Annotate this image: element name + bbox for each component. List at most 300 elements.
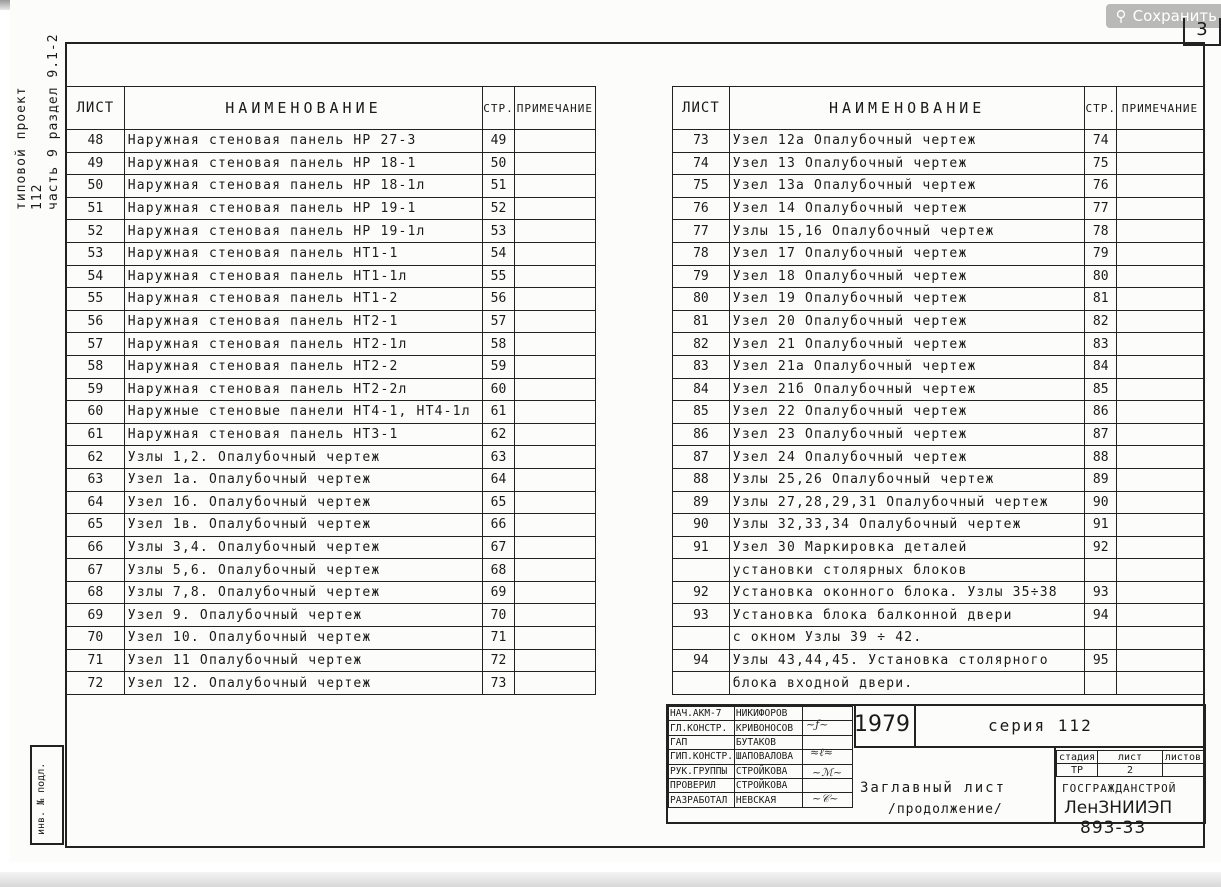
page-number-cell: 49 [483, 130, 515, 153]
sheet-number: 71 [67, 649, 125, 672]
page-number-cell: 66 [483, 514, 515, 537]
note-cell [514, 197, 595, 220]
item-name: Узел 1а. Опалубочный чертеж [124, 468, 483, 491]
table-row [673, 514, 1204, 537]
item-name: Узлы 1,2. Опалубочный чертеж [124, 446, 483, 469]
sheet-number: 69 [67, 604, 125, 627]
page-number-cell: 84 [1085, 355, 1117, 378]
item-name: Узлы 5,6. Опалубочный чертеж [124, 559, 483, 582]
page-number-cell: 61 [483, 401, 515, 424]
table-row [673, 378, 1204, 401]
sheet-number: 61 [67, 423, 125, 446]
table-row [67, 130, 596, 153]
note-cell [514, 175, 595, 198]
sheet-number: 63 [67, 468, 125, 491]
table-row [67, 491, 596, 514]
item-name: Узел 13а Опалубочный чертеж [729, 175, 1085, 198]
person-name: НЕВСКАЯ [734, 793, 802, 807]
sheet-list-right [672, 86, 1204, 695]
sheet-number: 88 [673, 468, 730, 491]
role: РАЗРАБОТАЛ [669, 793, 735, 807]
table-row [67, 604, 596, 627]
note-cell [1116, 355, 1203, 378]
note-cell [514, 446, 595, 469]
item-name: Узлы 3,4. Опалубочный чертеж [124, 536, 483, 559]
person-name: КРИВОНОСОВ [734, 721, 802, 735]
page-number-cell: 69 [483, 581, 515, 604]
page-number-cell: 74 [1085, 130, 1117, 153]
page-number-cell: 77 [1085, 197, 1117, 220]
note-cell [514, 288, 595, 311]
table-row [673, 288, 1204, 311]
item-name: Узел 10. Опалубочный чертеж [124, 627, 483, 650]
sheet-number: 53 [67, 242, 125, 265]
note-cell [514, 333, 595, 356]
note-cell [514, 468, 595, 491]
table-row [673, 581, 1204, 604]
sheet-number: 93 [673, 604, 730, 627]
table-row [673, 220, 1204, 243]
page-number-cell: 79 [1085, 242, 1117, 265]
sheet-number: 81 [673, 310, 730, 333]
person-name: НИКИФОРОВ [734, 707, 802, 721]
item-name: Узел 20 Опалубочный чертеж [729, 310, 1085, 333]
page-number-cell: 57 [483, 310, 515, 333]
side-line-2: 112 [30, 183, 45, 210]
item-name: Узел 17 Опалубочный чертеж [729, 242, 1085, 265]
note-cell [1116, 378, 1203, 401]
page-number-cell: 88 [1085, 446, 1117, 469]
table-row [67, 355, 596, 378]
table-row [67, 649, 596, 672]
note-cell [1116, 491, 1203, 514]
note-cell [514, 649, 595, 672]
page-number-cell: 82 [1085, 310, 1117, 333]
table-row [67, 536, 596, 559]
sheet-number: 57 [67, 333, 125, 356]
table-row [67, 446, 596, 469]
page-number-cell: 80 [1085, 265, 1117, 288]
bottom-scan-edge [0, 872, 1221, 887]
note-cell [514, 604, 595, 627]
table-row [673, 672, 1204, 695]
page-number-cell [1085, 627, 1117, 650]
item-name: Наружная стеновая панель НТ3-1 [124, 423, 483, 446]
note-cell [1116, 581, 1203, 604]
item-name: Наружная стеновая панель НР 18-1л [124, 175, 483, 198]
note-cell [1116, 401, 1203, 424]
note-cell [514, 152, 595, 175]
signature-mark: ≈ℓ≈ [810, 746, 834, 759]
item-name: Узел 19 Опалубочный чертеж [729, 288, 1085, 311]
table-row [673, 446, 1204, 469]
table-row [67, 627, 596, 650]
table-row [673, 355, 1204, 378]
table-row [67, 401, 596, 424]
item-name: Наружная стеновая панель НТ2-2л [124, 378, 483, 401]
side-line-1: типовой проект [14, 86, 29, 210]
page-number-cell: 65 [483, 491, 515, 514]
sheet-number: 62 [67, 446, 125, 469]
table-row [67, 672, 596, 695]
role: ГИП.КОНСТР. [670, 751, 733, 763]
signature-mark: ~ƒ~ [806, 718, 829, 731]
table-row [67, 559, 596, 582]
table-row [67, 468, 596, 491]
sheet-number [673, 672, 730, 695]
sheet-number: 90 [673, 514, 730, 537]
note-cell [514, 310, 595, 333]
page-number-cell: 83 [1085, 333, 1117, 356]
sheet-number: 84 [673, 378, 730, 401]
sheet-number: 56 [67, 310, 125, 333]
note-cell [514, 536, 595, 559]
page-number-cell: 54 [483, 242, 515, 265]
sheet-number: 78 [673, 242, 730, 265]
stage-header: стадия [1057, 751, 1098, 764]
note-cell [514, 514, 595, 537]
divider [914, 706, 916, 746]
page-number-cell: 50 [483, 152, 515, 175]
table-row [67, 242, 596, 265]
page-number-cell [1085, 672, 1117, 695]
note-cell [1116, 197, 1203, 220]
stage-value: ТР [1057, 764, 1098, 777]
note-cell [1116, 423, 1203, 446]
item-name: Узлы 43,44,45. Установка столярного [729, 649, 1085, 672]
note-cell [1116, 175, 1203, 198]
sheet-number: 76 [673, 197, 730, 220]
col-note-header: ПРИМЕЧАНИЕ [1116, 87, 1203, 130]
signature-row [669, 778, 853, 792]
side-line-3: часть 9 раздел 9.1-2 [46, 33, 61, 210]
note-cell [1116, 333, 1203, 356]
sheet-list-left [66, 86, 596, 695]
note-cell [514, 672, 595, 695]
sheets-value [1162, 764, 1203, 777]
item-name: Наружная стеновая панель НТ2-2 [124, 355, 483, 378]
table-row [673, 242, 1204, 265]
note-cell [1116, 152, 1203, 175]
page-number-cell: 95 [1085, 649, 1117, 672]
sheet-number: 58 [67, 355, 125, 378]
page-number-cell: 87 [1085, 423, 1117, 446]
sheet-number: 73 [673, 130, 730, 153]
signature-mark: ~𝒞~ [812, 792, 839, 805]
table-row [67, 220, 596, 243]
item-name: Наружная стеновая панель НР 18-1 [124, 152, 483, 175]
item-name: Наружная стеновая панель НТ2-1 [124, 310, 483, 333]
col-name-header: НАИМЕНОВАНИЕ [124, 87, 483, 130]
sheet-number [673, 627, 730, 650]
item-name: Узел 21а Опалубочный чертеж [729, 355, 1085, 378]
page-number-cell: 89 [1085, 468, 1117, 491]
note-cell [1116, 310, 1203, 333]
note-cell [1116, 672, 1203, 695]
col-sheet-header: ЛИСТ [673, 87, 730, 130]
page-number-cell: 52 [483, 197, 515, 220]
sheet-number: 72 [67, 672, 125, 695]
item-name: Узел 24 Опалубочный чертеж [729, 446, 1085, 469]
item-name: Наружная стеновая панель НР 27-3 [124, 130, 483, 153]
sheet-number: 79 [673, 265, 730, 288]
sheets-header: листов [1162, 751, 1203, 764]
page-number-cell: 53 [483, 220, 515, 243]
note-cell [1116, 130, 1203, 153]
sheet-number: 67 [67, 559, 125, 582]
item-name: Узлы 15,16 Опалубочный чертеж [729, 220, 1085, 243]
item-name: Установка оконного блока. Узлы 35÷38 [729, 581, 1085, 604]
page-number-cell: 92 [1085, 536, 1117, 559]
table-row [673, 604, 1204, 627]
item-name: блока входной двери. [729, 672, 1085, 695]
sheet-number [673, 559, 730, 582]
sheet-number: 74 [673, 152, 730, 175]
note-cell [1116, 220, 1203, 243]
note-cell [1116, 536, 1203, 559]
note-cell [1116, 446, 1203, 469]
note-cell [514, 355, 595, 378]
table-row [67, 175, 596, 198]
page-number-cell [1085, 559, 1117, 582]
sheet-number: 48 [67, 130, 125, 153]
item-name: Узлы 27,28,29,31 Опалубочный чертеж [729, 491, 1085, 514]
page-number-cell: 86 [1085, 401, 1117, 424]
table-row [673, 468, 1204, 491]
sheet-number: 92 [673, 581, 730, 604]
sheet-number: 86 [673, 423, 730, 446]
item-name: Наружная стеновая панель НТ1-1л [124, 265, 483, 288]
item-name: Узел 1в. Опалубочный чертеж [124, 514, 483, 537]
sheet-number: 50 [67, 175, 125, 198]
note-cell [514, 401, 595, 424]
note-cell [514, 627, 595, 650]
note-cell [514, 220, 595, 243]
note-cell [514, 581, 595, 604]
save-label: Сохранить [1132, 7, 1217, 25]
role: ГАП [669, 735, 735, 749]
item-name: Узел 23 Опалубочный чертеж [729, 423, 1085, 446]
page-number-cell: 51 [483, 175, 515, 198]
table-row [673, 559, 1204, 582]
item-name: Узел 13 Опалубочный чертеж [729, 152, 1085, 175]
page-number-cell: 59 [483, 355, 515, 378]
note-cell [514, 423, 595, 446]
page-number-cell: 60 [483, 378, 515, 401]
page-number-cell: 91 [1085, 514, 1117, 537]
item-name: Узел 30 Маркировка деталей [729, 536, 1085, 559]
sheet-number: 54 [67, 265, 125, 288]
table-row [67, 265, 596, 288]
sheet-number: 68 [67, 581, 125, 604]
sheet-number: 55 [67, 288, 125, 311]
note-cell [1116, 514, 1203, 537]
page-number-cell: 81 [1085, 288, 1117, 311]
table-row [673, 491, 1204, 514]
item-name: Наружные стеновые панели НТ4-1, НТ4-1л [124, 401, 483, 424]
item-name: Узел 11 Опалубочный чертеж [124, 649, 483, 672]
title-block [666, 704, 1206, 824]
note-cell [1116, 288, 1203, 311]
page-number-cell: 75 [1085, 152, 1117, 175]
note-cell [1116, 242, 1203, 265]
table-row [67, 310, 596, 333]
page-number-cell: 71 [483, 627, 515, 650]
sheet-value: 2 [1098, 764, 1163, 777]
note-cell [1116, 559, 1203, 582]
item-name: Узлы 7,8. Опалубочный чертеж [124, 581, 483, 604]
note-cell [514, 242, 595, 265]
page-number-cell: 78 [1085, 220, 1117, 243]
page-number-cell: 63 [483, 446, 515, 469]
table-row [67, 288, 596, 311]
sheet-number: 83 [673, 355, 730, 378]
divider [854, 746, 1204, 748]
note-cell [514, 265, 595, 288]
table-row [673, 130, 1204, 153]
sheet-number: 59 [67, 378, 125, 401]
table-row [673, 536, 1204, 559]
table-row [67, 152, 596, 175]
sheet-number: 94 [673, 649, 730, 672]
item-name: Узлы 32,33,34 Опалубочный чертеж [729, 514, 1085, 537]
sheet-subtitle: /продолжение/ [888, 802, 1003, 817]
document-code: 893-33 [1080, 818, 1147, 838]
item-name: Наружная стеновая панель НР 19-1л [124, 220, 483, 243]
sheet-number: 85 [673, 401, 730, 424]
page-number-cell: 94 [1085, 604, 1117, 627]
page-number-cell: 58 [483, 333, 515, 356]
note-cell [514, 559, 595, 582]
table-row [673, 627, 1204, 650]
table-row [673, 401, 1204, 424]
sheet-number: 80 [673, 288, 730, 311]
person-name: БУТАКОВ [734, 735, 802, 749]
role: ПРОВЕРИЛ [669, 778, 735, 792]
sheet-number: 49 [67, 152, 125, 175]
table-row [673, 265, 1204, 288]
col-name-header: НАИМЕНОВАНИЕ [729, 87, 1085, 130]
inventory-label: инв. № подл. [36, 762, 47, 835]
role: ГЛ.КОНСТР. [669, 721, 735, 735]
page-number-cell: 72 [483, 649, 515, 672]
table-row [673, 175, 1204, 198]
table-row [67, 197, 596, 220]
table-row [67, 581, 596, 604]
role: РУК.ГРУППЫ [669, 764, 735, 778]
page-number-cell: 76 [1085, 175, 1117, 198]
sheet-number: 91 [673, 536, 730, 559]
signature-cell [802, 778, 852, 792]
col-sheet-header: ЛИСТ [67, 87, 125, 130]
item-name: Узел 22 Опалубочный чертеж [729, 401, 1085, 424]
page-number-cell: 68 [483, 559, 515, 582]
col-note-header: ПРИМЕЧАНИЕ [514, 87, 595, 130]
page-number-cell: 64 [483, 468, 515, 491]
page-number: 3 [1183, 18, 1221, 46]
pin-icon: ⚲ [1115, 7, 1127, 25]
page-number-cell: 93 [1085, 581, 1117, 604]
table-row [67, 514, 596, 537]
year: 1979 [854, 712, 910, 737]
item-name: Наружная стеновая панель НР 19-1 [124, 197, 483, 220]
person-name: СТРОЙКОВА [734, 764, 802, 778]
item-name: Наружная стеновая панель НТ1-2 [124, 288, 483, 311]
item-name: Узел 12а Опалубочный чертеж [729, 130, 1085, 153]
item-name: с окном Узлы 39 ÷ 42. [729, 627, 1085, 650]
page-number-cell: 55 [483, 265, 515, 288]
col-page-header: СТР. [483, 87, 515, 130]
signature-mark: ~ℳ~ [812, 766, 843, 779]
sheet-number: 77 [673, 220, 730, 243]
note-cell [514, 130, 595, 153]
page-number-cell: 73 [483, 672, 515, 695]
table-row [673, 423, 1204, 446]
table-row [67, 423, 596, 446]
person-name: ШАПОВАЛОВА [734, 750, 802, 764]
col-page-header: СТР. [1085, 87, 1117, 130]
page-number-cell: 85 [1085, 378, 1117, 401]
note-cell [514, 491, 595, 514]
sheet-number: 70 [67, 627, 125, 650]
item-name: Узел 12. Опалубочный чертеж [124, 672, 483, 695]
table-row [673, 152, 1204, 175]
note-cell [1116, 649, 1203, 672]
item-name: Наружная стеновая панель НТ2-1л [124, 333, 483, 356]
note-cell [1116, 265, 1203, 288]
table-row [673, 197, 1204, 220]
note-cell [1116, 627, 1203, 650]
page-number-cell: 90 [1085, 491, 1117, 514]
sheet-number: 89 [673, 491, 730, 514]
table-row [67, 333, 596, 356]
person-name: СТРОЙКОВА [734, 778, 802, 792]
table-row [673, 310, 1204, 333]
table-row [67, 378, 596, 401]
sheet-title: Заглавный лист [860, 780, 1007, 796]
note-cell [1116, 604, 1203, 627]
stage-table [1056, 750, 1204, 777]
item-name: Узел 9. Опалубочный чертеж [124, 604, 483, 627]
item-name: Наружная стеновая панель НТ1-1 [124, 242, 483, 265]
item-name: Узел 21б Опалубочный чертеж [729, 378, 1085, 401]
role: НАЧ.АКМ-7 [669, 707, 735, 721]
side-caption [14, 20, 74, 210]
note-cell [514, 378, 595, 401]
institute-name: ЛенЗНИИЭП [1064, 798, 1173, 818]
page-number-cell: 56 [483, 288, 515, 311]
item-name: Узел 18 Опалубочный чертеж [729, 265, 1085, 288]
series-title: серия 112 [988, 716, 1093, 735]
table-row [673, 649, 1204, 672]
item-name: Установка блока балконной двери [729, 604, 1085, 627]
item-name: Узел 1б. Опалубочный чертеж [124, 491, 483, 514]
item-name: установки столярных блоков [729, 559, 1085, 582]
sheet-number: 52 [67, 220, 125, 243]
table-row [673, 333, 1204, 356]
sheet-number: 66 [67, 536, 125, 559]
sheet-number: 87 [673, 446, 730, 469]
sheet-number: 60 [67, 401, 125, 424]
page-number-cell: 67 [483, 536, 515, 559]
inventory-box [30, 745, 64, 845]
item-name: Узел 21 Опалубочный чертеж [729, 333, 1085, 356]
sheet-number: 75 [673, 175, 730, 198]
page-number-cell: 70 [483, 604, 515, 627]
sheet-number: 64 [67, 491, 125, 514]
item-name: Узел 14 Опалубочный чертеж [729, 197, 1085, 220]
item-name: Узлы 25,26 Опалубочный чертеж [729, 468, 1085, 491]
